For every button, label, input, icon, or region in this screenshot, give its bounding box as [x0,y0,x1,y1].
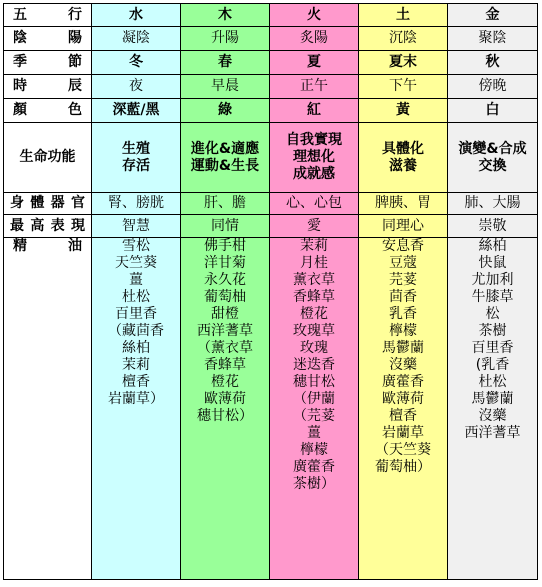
header-char: 時 [13,78,27,94]
oil-item: 天竺葵 [115,255,157,271]
cell-expression-metal: 崇敬 [448,215,538,238]
function-line: 運動&生長 [190,157,260,174]
oil-item: 杜松 [478,374,507,390]
cell-organs-water: 腎、膀胱 [92,193,181,215]
oil-item: 檸檬 [300,442,328,458]
oil-item: 香蜂草 [293,289,335,305]
cell-yin-yang-earth: 沉陰 [359,27,448,51]
row-oils [4,238,538,580]
oil-item: 永久花 [204,272,246,288]
header-char: 顏 [13,102,27,118]
cell-element-wood: 木 [181,4,270,27]
oil-item: 芫荽 [389,272,417,288]
cell-color-wood: 綠 [181,99,270,123]
oil-item: 薑 [129,272,143,288]
cell-hour-fire: 正午 [270,75,359,99]
header-char: 油 [68,238,82,254]
oil-item: 玫瑰 [300,340,328,356]
header-char: 陽 [68,30,82,46]
cell-expression-water: 智慧 [92,215,181,238]
header-color [4,99,92,123]
oil-item: 百里香 [115,306,157,322]
header-char: 器 [50,195,65,211]
oil-item: 橙花 [211,374,239,390]
cell-hour-water: 夜 [92,75,181,99]
header-char: 辰 [68,78,82,94]
oil-item: 歐薄荷 [204,391,246,407]
function-line: 進化&適應 [190,140,260,157]
cell-function-earth [359,123,448,193]
oil-item: 松 [485,306,500,322]
cell-season-fire: 夏 [270,51,359,75]
oil-item: （伊蘭 [293,391,335,407]
oil-item: 洋甘菊 [204,255,246,271]
cell-function-water [92,123,181,193]
cell-color-fire: 紅 [270,99,359,123]
header-yin-yang [4,27,92,51]
oil-item: 檀香 [122,374,150,390]
cell-element-metal: 金 [448,4,538,27]
row-hour [4,75,538,99]
cell-organs-wood: 肝、膽 [181,193,270,215]
header-char: 五 [13,6,27,23]
oil-item: 茴香 [389,289,417,305]
oil-item: （薰衣草 [197,340,253,356]
header-char: 現 [70,217,85,234]
cell-season-metal: 秋 [448,51,538,75]
cell-color-water: 深藍/黑 [92,99,181,123]
function-line: 成就感 [293,166,335,182]
oil-item: 迷迭香 [293,357,335,373]
cell-hour-earth: 下午 [359,75,448,99]
cell-season-water: 冬 [92,51,181,75]
five-elements-table [3,3,538,580]
function-line: 滋養 [389,157,417,174]
oil-item: 絲柏 [122,340,150,356]
oil-item: 西洋蓍草 [464,425,521,441]
oil-item: （芫荽 [293,408,335,424]
oil-item: 橙花 [300,306,328,322]
oil-item: （藏茴香 [108,323,164,339]
function-line: 理想化 [293,149,335,165]
header-char: 表 [50,217,65,234]
cell-expression-earth: 同理心 [359,215,448,238]
cell-oils-earth [359,238,448,580]
oil-item: （天竺葵 [375,442,431,458]
oil-item: (乳香 [475,357,510,373]
cell-oils-water [92,238,181,580]
cell-function-fire [270,123,359,193]
cell-oils-metal [448,238,538,580]
function-line: 具體化 [382,140,424,157]
function-line: 交換 [478,157,507,174]
oil-item: 安息香 [382,238,424,254]
cell-organs-metal: 肺、大腸 [448,193,538,215]
cell-season-earth: 夏末 [359,51,448,75]
row-organs [4,193,538,215]
header-char: 色 [68,102,82,118]
oil-item: 玫瑰草 [293,323,335,339]
oil-item: 百里香 [471,340,514,356]
oil-item: 快鼠 [478,255,507,271]
cell-element-water: 水 [92,4,181,27]
oil-item: 岩蘭草） [108,391,164,407]
row-color [4,99,538,123]
cell-color-metal: 白 [448,99,538,123]
header-highest-expression [4,215,92,238]
oil-item: 杜松 [122,289,150,305]
cell-element-earth: 土 [359,4,448,27]
cell-expression-fire: 愛 [270,215,359,238]
oil-item: 茉莉 [300,238,328,254]
header-season [4,51,92,75]
header-five-elements [4,4,92,27]
oil-item: 甜橙 [211,306,239,322]
cell-expression-wood: 同情 [181,215,270,238]
oil-item: 沒藥 [389,357,417,373]
oil-item: 穗甘松） [197,408,253,424]
header-char: 季 [13,54,27,70]
header-oils [4,238,92,580]
oil-item: 廣藿香 [382,374,424,390]
header-char: 高 [30,217,45,234]
function-line: 演變&合成 [458,140,527,157]
header-hour [4,75,92,99]
row-yin-yang [4,27,538,51]
row-season [4,51,538,75]
cell-function-wood [181,123,270,193]
row-highest-expression [4,215,538,238]
header-life-function: 生命功能 [4,123,92,193]
organs-header-chars [4,195,91,212]
oil-item: 檀香 [389,408,417,424]
function-line: 存活 [122,157,150,174]
row-five-elements [4,4,538,27]
oil-item: 馬鬱蘭 [471,391,514,407]
oil-item: 廣藿香 [293,459,335,475]
oil-item: 馬鬱蘭 [382,340,424,356]
header-char: 陰 [13,30,27,46]
oil-item: 乳香 [389,306,417,322]
expression-header-chars [4,218,91,235]
oil-item: 檸檬 [389,323,417,339]
header-char: 行 [68,6,82,23]
oil-item: 歐薄荷 [382,391,424,407]
cell-color-earth: 黃 [359,99,448,123]
oil-item: 穗甘松 [293,374,335,390]
oil-item: 絲柏 [478,238,507,254]
oil-item: 香蜂草 [204,357,246,373]
cell-oils-wood [181,238,270,580]
header-char: 官 [70,195,85,211]
function-line: 生殖 [122,140,150,157]
oil-item: 茶樹 [478,323,507,339]
header-char: 體 [30,195,45,211]
oil-item: 牛膝草 [471,289,514,305]
oil-item: 豆蔻 [389,255,417,271]
oil-item: 月桂 [300,255,328,271]
cell-element-fire: 火 [270,4,359,27]
oil-item: 尤加利 [471,272,514,288]
header-char: 最 [10,217,24,234]
cell-yin-yang-wood: 升陽 [181,27,270,51]
oil-item: 佛手柑 [204,238,246,254]
cell-season-wood: 春 [181,51,270,75]
header-char: 身 [10,195,24,211]
oil-item: 葡萄柚 [204,289,246,305]
cell-yin-yang-fire: 炙陽 [270,27,359,51]
header-organs [4,193,92,215]
cell-hour-metal: 傍晚 [448,75,538,99]
header-char: 節 [68,54,82,70]
oil-item: 西洋蓍草 [197,323,253,339]
cell-hour-wood: 早晨 [181,75,270,99]
function-line: 自我實現 [286,132,342,148]
header-char: 精 [13,238,27,254]
oil-item: 沒藥 [478,408,507,424]
cell-yin-yang-water: 凝陰 [92,27,181,51]
oil-item: 薰衣草 [293,272,335,288]
oil-item: 葡萄柚） [375,459,431,475]
oil-item: 薑 [307,425,321,441]
cell-organs-fire: 心、心包 [270,193,359,215]
cell-oils-fire [270,238,359,580]
oil-item: 岩蘭草 [382,425,424,441]
row-life-function [4,123,538,193]
oil-item: 茶樹） [293,476,335,492]
cell-function-metal [448,123,538,193]
cell-organs-earth: 脾胰、胃 [359,193,448,215]
oil-item: 茉莉 [122,357,150,373]
cell-yin-yang-metal: 聚陰 [448,27,538,51]
oil-item: 雪松 [122,238,150,254]
